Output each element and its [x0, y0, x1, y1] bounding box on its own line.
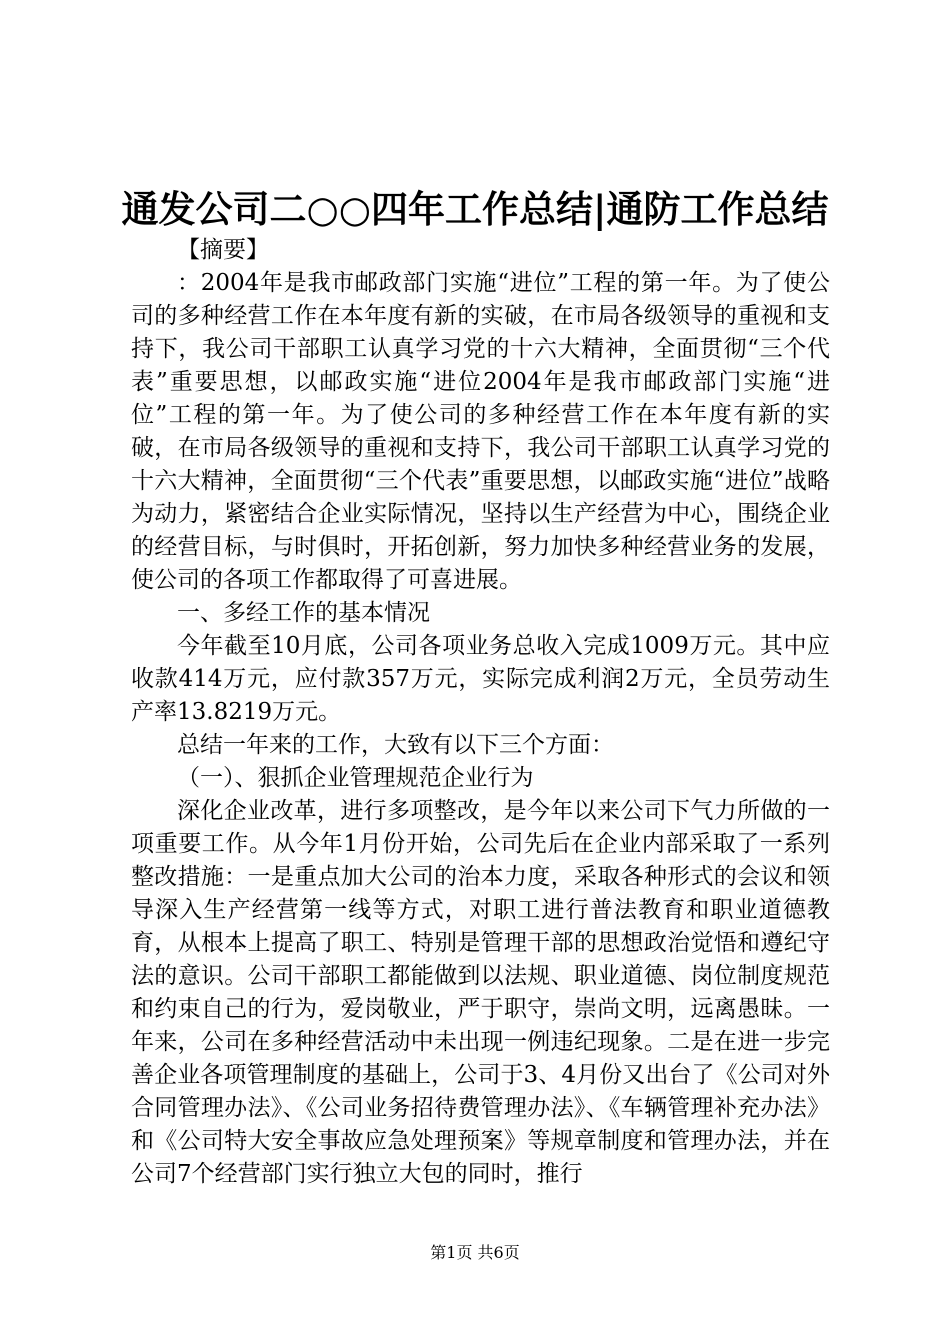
- abstract-label: 【摘要】: [177, 237, 269, 263]
- section-heading-1: 一、多经工作的基本情况: [177, 600, 430, 626]
- page-number-footer: 第1页 共6页: [430, 1243, 520, 1262]
- paragraph-abstract: ：2004年是我市邮政部门实施“进位”工程的第一年。为了使公司的多种经营工作在本年度有新的实破，在市局各级领导的重视和支持下，我公司干部职工认真学习党的十六大精神，全面贯彻“三个代表”重要思想，以邮政实施“进位2004年是我市邮政部门实施“进位”工程的第一年。为了使公司的多种经营工作在本年度有新的实破，在市局各级领导的重视和支持下，我公司干部职工认真学习党的十六大精神，全面贯彻“三个代表”重要思想，以邮政实施“进位”战略为动力，紧密结合企业实际情况，坚持以生产经营为中心，围绕企业的经营目标，与时俱时，开拓创新，努力加快多种经营业务的发展，使公司的各项工作都取得了可喜进展。: [131, 270, 830, 593]
- document-title: 通发公司二○○四年工作总结|通防工作总结: [121, 187, 829, 231]
- paragraph-summary-intro: 总结一年来的工作，大致有以下三个方面：: [177, 732, 614, 758]
- document-body: [131, 234, 830, 1191]
- subsection-heading-1: （一）、狠抓企业管理规范企业行为: [177, 765, 534, 791]
- paragraph-income: 今年截至10月底，公司各项业务总收入完成1009万元。其中应收款414万元，应付款357万元，实际完成利润2万元，全员劳动生产率13.8219万元。: [131, 633, 830, 725]
- paragraph-reform: 深化企业改革，进行多项整改，是今年以来公司下气力所做的一项重要工作。从今年1月份开始，公司先后在企业内部采取了一系列整改措施：一是重点加大公司的治本力度，采取各种形式的会议和领导深入生产经营第一线等方式，对职工进行普法教育和职业道德教育，从根本上提高了职工、特别是管理干部的思想政治觉悟和遵纪守法的意识。公司干部职工都能做到以法规、职业道德、岗位制度规范和约束自己的行为，爱岗敬业，严于职守，崇尚文明，远离愚昧。一年来，公司在多种经营活动中未出现一例违纪现象。二是在进一步完善企业各项管理制度的基础上，公司于3、4月份又出台了《公司对外合同管理办法》、《公司业务招待费管理办法》、《车辆管理补充办法》和《公司特大安全事故应急处理预案》等规章制度和管理办法，并在公司7个经营部门实行独立大包的同时，推行: [131, 798, 830, 1187]
